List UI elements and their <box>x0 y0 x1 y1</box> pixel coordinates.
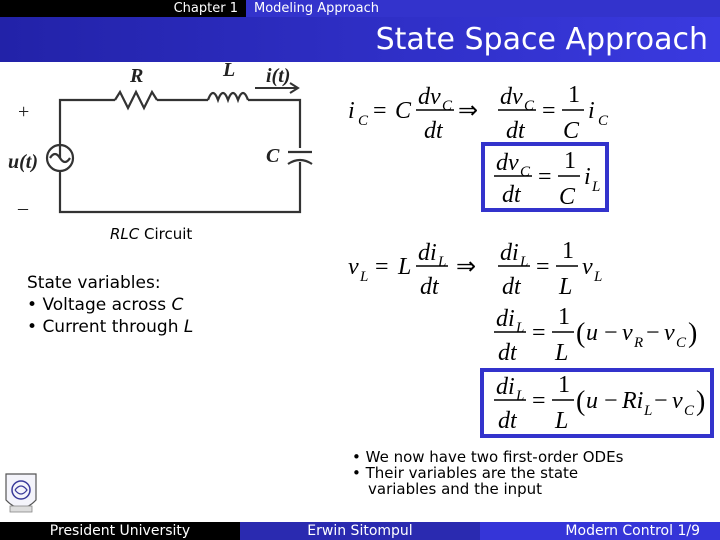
conclusion-bullets <box>352 449 712 497</box>
svg-text:=: = <box>536 254 550 280</box>
svg-text:L: L <box>438 254 447 270</box>
inductor <box>208 93 248 100</box>
label-u: u(t) <box>8 151 38 173</box>
svg-text:⇒: ⇒ <box>456 254 477 280</box>
label-r: R <box>130 65 144 87</box>
footer-author: Erwin Sitompul <box>240 522 480 540</box>
svg-text:): ) <box>688 318 698 349</box>
svg-text:=: = <box>375 254 389 280</box>
label-c: C <box>266 145 280 167</box>
svg-text:u: u <box>586 388 598 414</box>
svg-text:i: i <box>588 98 595 124</box>
svg-text:dv: dv <box>500 84 523 110</box>
rlc-circuit-diagram <box>0 60 330 220</box>
state-variable-item: • Voltage across C <box>27 295 184 315</box>
svg-text:dt: dt <box>498 408 517 434</box>
svg-text:(: ( <box>576 318 586 349</box>
svg-text:L: L <box>520 254 529 270</box>
svg-text:dt: dt <box>424 118 443 144</box>
svg-text:dv: dv <box>418 84 441 110</box>
svg-text:): ) <box>696 386 706 417</box>
svg-text:C: C <box>520 164 531 180</box>
svg-text:R: R <box>634 335 644 351</box>
svg-text:C: C <box>442 98 453 114</box>
svg-text:L: L <box>360 269 369 285</box>
equation-3 <box>348 238 602 300</box>
svg-text:−: − <box>654 388 668 414</box>
svg-text:di: di <box>496 306 515 332</box>
svg-text:v: v <box>348 254 359 280</box>
svg-text:1: 1 <box>558 304 570 330</box>
svg-text:1: 1 <box>562 238 574 264</box>
caption-italic: RLC <box>110 225 140 243</box>
chapter-label: Chapter 1 <box>0 0 246 17</box>
equations <box>340 78 715 438</box>
state-variable-item: • Current through L <box>27 317 194 337</box>
svg-text:=: = <box>532 320 546 346</box>
resistor <box>115 92 157 108</box>
item-var: L <box>183 317 194 337</box>
svg-text:C: C <box>524 98 535 114</box>
slide-title: State Space Approach <box>375 22 708 57</box>
svg-text:dv: dv <box>496 150 519 176</box>
svg-text:v: v <box>622 320 633 346</box>
svg-text:L: L <box>594 269 603 285</box>
svg-text:C: C <box>676 335 687 351</box>
svg-text:=: = <box>373 98 387 124</box>
svg-text:L: L <box>555 408 569 434</box>
svg-text:C: C <box>395 98 412 124</box>
svg-text:L: L <box>398 254 412 280</box>
svg-text:u: u <box>586 320 598 346</box>
svg-text:−: − <box>604 320 618 346</box>
svg-text:v: v <box>672 388 683 414</box>
bullet-text: Their variables are the state <box>365 464 579 482</box>
svg-text:L: L <box>516 320 525 336</box>
circuit-caption <box>110 225 192 243</box>
label-i: i(t) <box>266 65 291 87</box>
svg-text:v: v <box>664 320 675 346</box>
svg-text:di: di <box>496 374 515 400</box>
bullet-item: • Their variables are the state <box>352 464 579 482</box>
svg-text:1: 1 <box>558 372 570 398</box>
svg-text:−: − <box>646 320 660 346</box>
item-prefix: Current through <box>42 317 184 337</box>
svg-text:i: i <box>348 98 355 124</box>
svg-text:Ri: Ri <box>622 388 644 414</box>
section-label: Modeling Approach <box>246 0 720 17</box>
item-var: C <box>171 295 184 315</box>
svg-text:1: 1 <box>568 82 580 108</box>
svg-text:L: L <box>644 403 653 419</box>
label-plus: + <box>18 101 30 123</box>
svg-text:C: C <box>598 113 609 129</box>
svg-text:di: di <box>500 240 519 266</box>
caption-rest: Circuit <box>139 225 193 243</box>
svg-text:dt: dt <box>502 274 521 300</box>
state-variables-heading: State variables: <box>27 273 161 293</box>
svg-text:L: L <box>559 274 573 300</box>
svg-text:dt: dt <box>506 118 525 144</box>
bullet-continuation: variables and the input <box>368 480 543 498</box>
footer-course-page: Modern Control 1/9 <box>480 522 720 540</box>
svg-text:di: di <box>418 240 437 266</box>
svg-text:v: v <box>582 254 593 280</box>
bullet-item: • We now have two first-order ODEs <box>352 448 624 466</box>
university-logo <box>2 470 40 518</box>
svg-text:(: ( <box>576 386 586 417</box>
svg-text:L: L <box>592 179 601 195</box>
svg-text:C: C <box>563 118 580 144</box>
svg-text:⇒: ⇒ <box>458 98 479 124</box>
svg-text:C: C <box>358 113 369 129</box>
state-variables <box>27 272 193 338</box>
svg-text:L: L <box>555 340 569 366</box>
svg-text:C: C <box>684 403 695 419</box>
svg-text:C: C <box>559 184 576 210</box>
svg-text:=: = <box>538 164 552 190</box>
equation-5 <box>494 372 705 434</box>
footer-institution: President University <box>0 522 240 540</box>
svg-text:i: i <box>584 164 591 190</box>
item-prefix: Voltage across <box>42 295 172 315</box>
svg-text:−: − <box>604 388 618 414</box>
equation-1 <box>348 82 609 144</box>
equation-2 <box>494 148 600 210</box>
equation-4 <box>494 304 697 366</box>
label-minus: – <box>18 197 28 219</box>
label-l: L <box>223 60 236 81</box>
svg-text:=: = <box>532 388 546 414</box>
svg-text:dt: dt <box>420 274 439 300</box>
svg-text:=: = <box>542 98 556 124</box>
svg-text:dt: dt <box>502 182 521 208</box>
svg-text:L: L <box>516 388 525 404</box>
svg-text:1: 1 <box>564 148 576 174</box>
svg-text:dt: dt <box>498 340 517 366</box>
bullet-text: We now have two first-order ODEs <box>365 448 624 466</box>
